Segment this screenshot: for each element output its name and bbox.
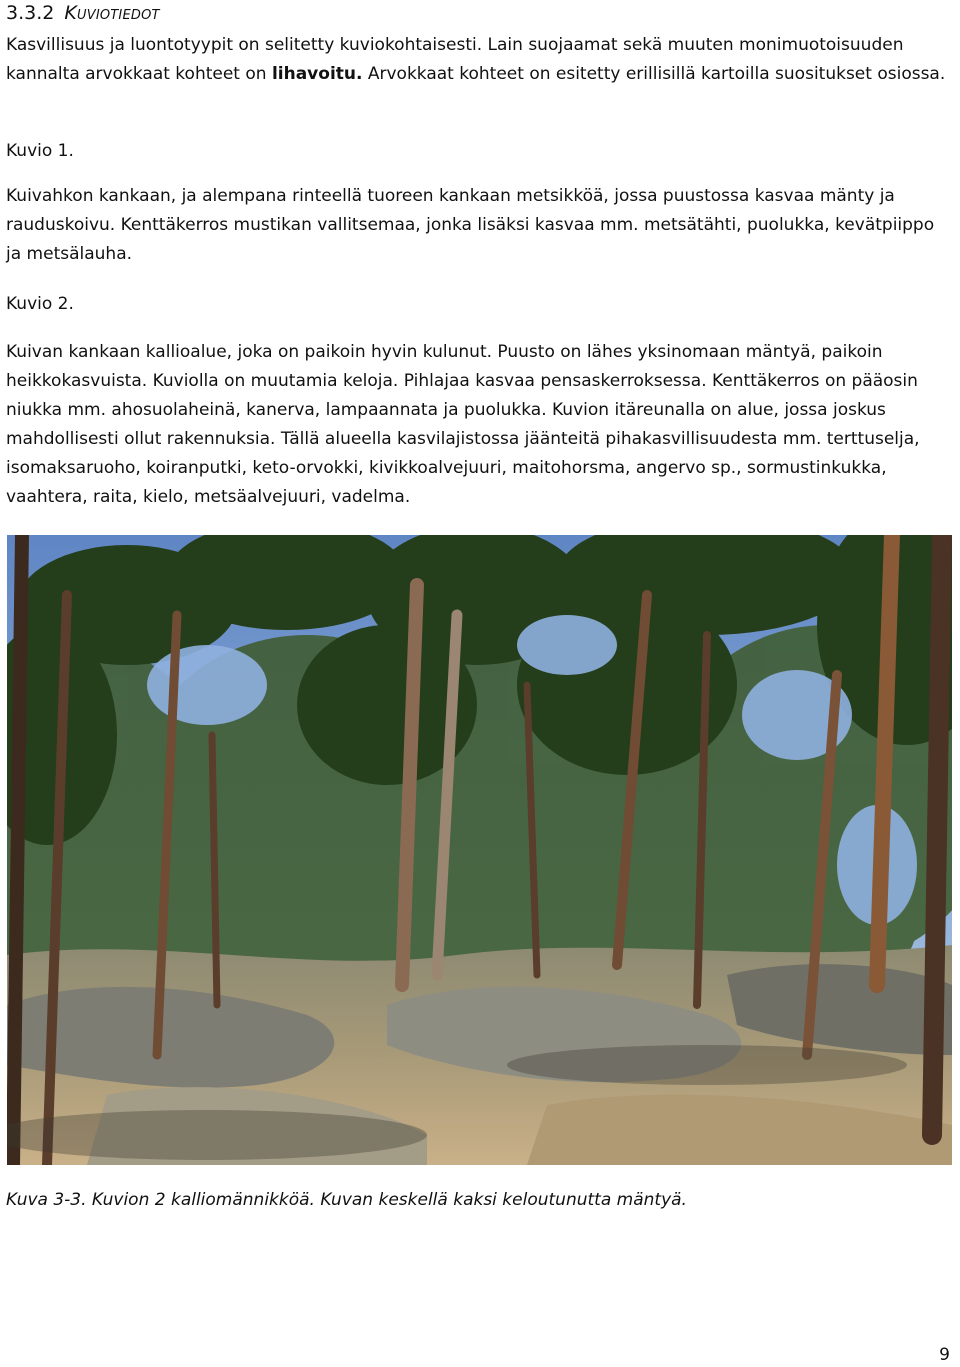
page-number: 9 [939,1345,950,1365]
forest-photo-illustration [7,535,952,1165]
section-title: Kuviotiedot [64,2,160,24]
intro-text-start: Kasvillisuus ja luontotyypit on selitetty kuviokohtaisesti. Lain suojaamat sekä muuten monimuotoisuuden kannalta arvokkaat kohteet on [6,35,904,84]
intro-text-end: Arvokkaat kohteet on esitetty erillisillä kartoilla suositukset osiossa. [362,64,946,84]
section-number: 3.3.2 [6,2,55,24]
intro-bold-term: lihavoitu. [271,64,363,84]
photo-caption: Kuva 3-3. Kuvion 2 kalliomännikköä. Kuvan keskellä kaksi keloutunutta mäntyä. [6,1190,687,1210]
section-heading [6,0,160,26]
figure-1-description: Kuivahkon kankaan, ja alempana rinteellä tuoreen kankaan metsikköä, jossa puustossa kasvaa mänty ja rauduskoivu. Kenttäkerros mustikan vallitsemaa, jonka lisäksi kasvaa mm. metsätähti, puolukka, kevätpiippo ja metsälauha. [6,186,935,264]
figure-1-label: Kuvio 1. [6,141,74,161]
forest-photo [7,535,952,1165]
intro-paragraph [6,31,946,89]
figure-2-label: Kuvio 2. [6,294,74,314]
figure-2-description: Kuivan kankaan kallioalue, joka on paikoin hyvin kulunut. Puusto on lähes yksinomaan mäntyä, paikoin heikkokasvuista. Kuviolla on muutamia keloja. Pihlajaa kasvaa pensaskerroksessa. Kenttäkerros on pääosin niukka mm. ahosuolaheinä, kanerva, lampaannata ja puolukka. Kuvion itäreunalla on alue, jossa joskus mahdollisesti ollut rakennuksia. Tällä alueella kasvilajistossa jäänteitä pihakasvillisuudesta mm. terttuselja, isomaksaruoho, koiranputki, keto-orvokki, kivikkoalvejuuri, maitohorsma, angervo sp., sormustinkukka, vaahtera, raita, kielo, metsäalvejuuri, vadelma. [6,342,920,507]
